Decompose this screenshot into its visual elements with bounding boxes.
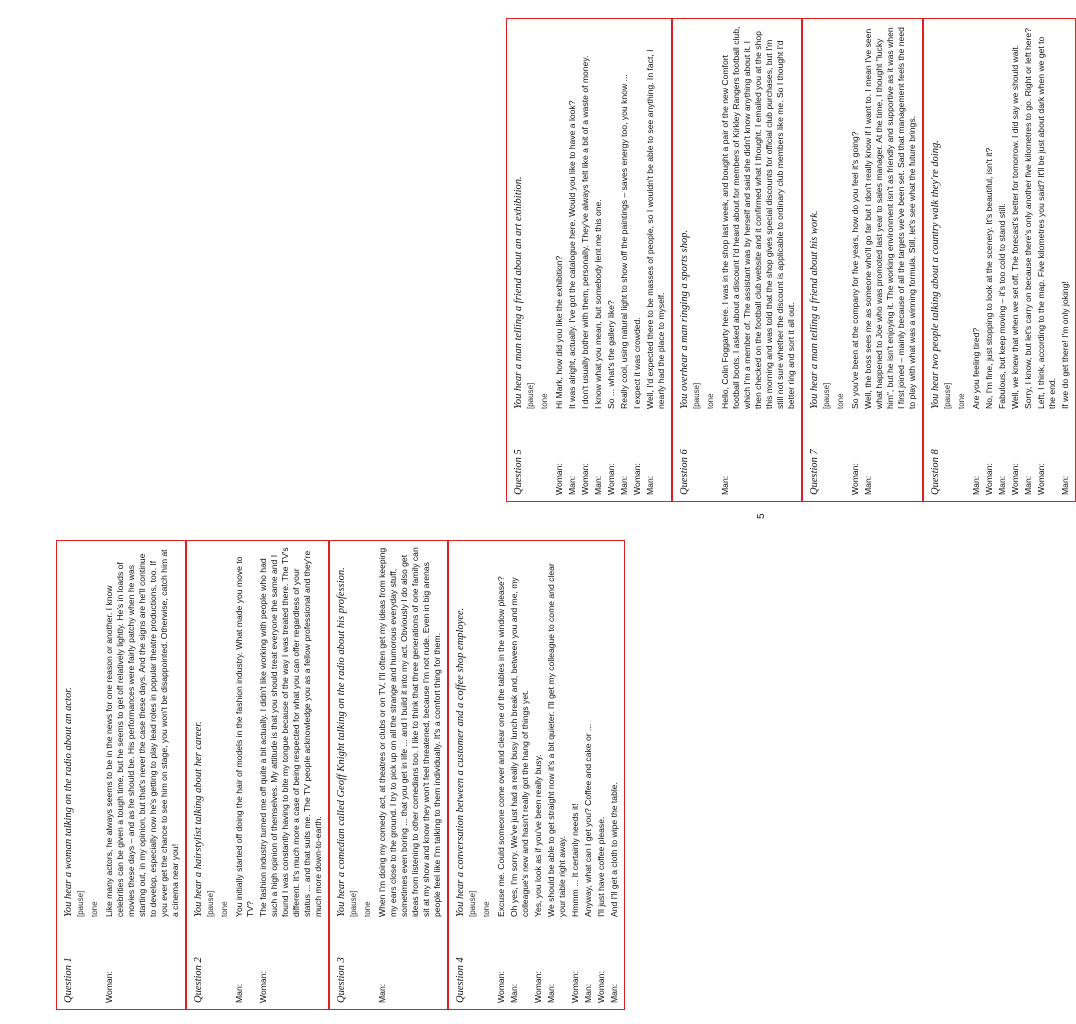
speaker-label: Man: xyxy=(971,475,981,495)
audio-cue: tone xyxy=(957,393,966,409)
speaker-label: Woman: xyxy=(580,463,590,495)
dialogue-text: Really cool, using natural light to show off the paintings – saves energy too, you know ... xyxy=(619,74,629,409)
dialogue-line xyxy=(863,25,918,495)
question-block xyxy=(329,540,448,1010)
question-number: Question 6 xyxy=(679,449,690,495)
question-block xyxy=(448,540,625,1010)
question-header xyxy=(930,25,941,495)
question-description: You hear two people talking about a country walk they're doing. xyxy=(930,140,941,409)
audio-cue: [pause] xyxy=(76,890,85,917)
speaker-label: Man: xyxy=(619,475,629,495)
dialogue-text: When I'm doing my comedy act, at theatres or clubs or on TV, I'll often get my ideas from keeping my ears close to the ground. I try to pick up on all the strange and humorous everyday stuff, sometimes even boring ... that you get in life ... and I build it into my act. Obviously I do also get ideas from listening to other comedians too. I like to think that three generations of one family can sit at my show and know they won't feel threatened, because I'm not rude. Even in big arenas people feel like I'm talking to them individually. It's a comfort thing for them. xyxy=(377,547,442,917)
dialogue-text: I know what you mean, but somebody lent me this one. xyxy=(593,199,603,409)
dialogue-text: You initially started off doing the hair of models in the fashion industry. What made you move to TV? xyxy=(234,556,255,917)
speaker-label: Woman: xyxy=(258,971,268,1003)
question-header xyxy=(455,547,466,1003)
question-number: Question 2 xyxy=(193,957,204,1003)
question-description: You overhear a man ringing a sports shop. xyxy=(679,229,690,409)
speaker-label: Man: xyxy=(863,475,873,495)
dialogue-line xyxy=(104,547,181,1003)
dialogue-text: Oh yes, I'm sorry. We've just had a really busy lunch break and, between you and me, my colleague's new and hasn't really got the hang of things yet. xyxy=(509,577,530,917)
dialogue-text: Are you feeling tired? xyxy=(971,327,981,409)
dialogue-line xyxy=(997,25,1008,495)
speaker-label: Man: xyxy=(1023,475,1033,495)
dialogue-line xyxy=(580,25,591,495)
speaker-label: Woman: xyxy=(1036,463,1046,495)
dialogue-line xyxy=(533,547,544,1003)
question-header xyxy=(809,25,820,495)
question-number: Question 5 xyxy=(513,449,524,495)
speaker-label: Man: xyxy=(234,983,244,1003)
speaker-label: Man: xyxy=(1060,475,1070,495)
left-column xyxy=(56,540,625,1010)
dialogue-line xyxy=(850,25,861,495)
audio-cue: tone xyxy=(220,901,229,917)
dialogue-line xyxy=(593,25,604,495)
dialogue-text: I don't usually bother with them, personally. They've always felt like a bit of a waste of money. xyxy=(580,55,590,409)
right-column xyxy=(506,18,1076,502)
dialogue-text: And I'll get a cloth to wipe the table. xyxy=(609,782,619,917)
dialogue-text: If we do get there! I'm only joking! xyxy=(1060,281,1070,409)
speaker-label: Woman: xyxy=(632,463,642,495)
dialogue-text: Well, we knew that when we set off. The forecast's better for tomorrow. I did say we should wait. xyxy=(1010,44,1020,409)
dialogue-text: So ... what's the gallery like? xyxy=(606,300,616,409)
dialogue-text: Well, I'd expected there to be masses of people, so I wouldn't be able to see anything. In fact, I nearly had the place to myself. xyxy=(645,49,666,409)
speaker-label: Woman: xyxy=(496,971,506,1003)
audio-cue: tone xyxy=(482,901,491,917)
dialogue-text: Well, the boss sees me as someone who'll go far but I don't really know if I want to. I mean I've seen what happened to Joe who was promoted last year to sales manager. At the time, I thought "lucky him", but he isn't enjoying it. The working environment isn't as friendly and supportive as it was when I first joined – mainly because of all the targets we've been set. Sad that management feels the need to play with what was a winning formula. Still, let's see what the future brings. xyxy=(863,27,917,409)
dialogue-line xyxy=(567,25,578,495)
question-header xyxy=(513,25,524,495)
question-header xyxy=(193,547,204,1003)
dialogue-text: I expect it was crowded. xyxy=(632,317,642,409)
speaker-label: Man: xyxy=(720,475,730,495)
dialogue-text: So you've been at the company for five years, how do you feel it's going? xyxy=(850,131,860,409)
question-block xyxy=(672,18,802,502)
dialogue-line xyxy=(606,25,617,495)
speaker-label: Man: xyxy=(593,475,603,495)
audio-cue: [pause] xyxy=(206,890,215,917)
audio-cue: [pause] xyxy=(349,890,358,917)
audio-cue: [pause] xyxy=(692,382,701,409)
dialogue-line xyxy=(496,547,507,1003)
audio-cue: tone xyxy=(540,393,549,409)
dialogue-text: Fabulous, but keep moving – it's too cold to stand still. xyxy=(997,203,1007,409)
dialogue-line xyxy=(632,25,643,495)
speaker-label: Woman: xyxy=(850,463,860,495)
question-number: Question 1 xyxy=(63,957,74,1003)
speaker-label: Man: xyxy=(645,475,655,495)
speaker-label: Woman: xyxy=(104,971,114,1003)
dialogue-line xyxy=(546,547,568,1003)
dialogue-line xyxy=(984,25,995,495)
dialogue-line xyxy=(720,25,797,495)
question-block xyxy=(56,540,186,1010)
dialogue-line xyxy=(234,547,256,1003)
speaker-label: Man: xyxy=(583,983,593,1003)
question-block xyxy=(923,18,1076,502)
page-number: 5 xyxy=(756,513,767,519)
speaker-label: Woman: xyxy=(606,463,616,495)
question-header xyxy=(63,547,74,1003)
question-block xyxy=(802,18,923,502)
speaker-label: Woman: xyxy=(533,971,543,1003)
audio-cue: [pause] xyxy=(943,382,952,409)
dialogue-line xyxy=(1010,25,1021,495)
speaker-label: Man: xyxy=(997,475,1007,495)
dialogue-text: Sorry, I know, but let's carry on because there's only another five kilometres to go. Right or left here? xyxy=(1023,28,1033,409)
question-header xyxy=(679,25,690,495)
audio-cue: tone xyxy=(706,393,715,409)
dialogue-line xyxy=(1023,25,1034,495)
dialogue-text: We should be able to get straight now it's a bit quieter. I'll get my colleague to come and clear your table right away. xyxy=(546,563,567,917)
dialogue-text: No, I'm fine, just stopping to look at the scenery. It's beautiful, isn't it? xyxy=(984,147,994,409)
dialogue-line xyxy=(377,547,443,1003)
question-number: Question 3 xyxy=(336,957,347,1003)
dialogue-text: Anyway, what can I get you? Coffee and cake or ... xyxy=(583,723,593,917)
question-description: You hear a man telling a friend about his work. xyxy=(809,210,820,409)
dialogue-line xyxy=(645,25,667,495)
dialogue-text: The fashion industry turned me off quite a bit actually. I didn't like working with people who had such a high opinion of themselves. My attitude is that you should treat everyone the same and I found I was constantly having to bite my tongue because of the way I was treated there. The TV's different. It's much more a case of being respected for what you can offer regardless of your status ... and that suits me. The TV people acknowledge you as a fellow professional and they're much more down-to-earth. xyxy=(258,547,323,917)
dialogue-line xyxy=(971,25,982,495)
question-description: You hear a woman talking on the radio about an actor. xyxy=(63,687,74,917)
dialogue-line xyxy=(583,547,594,1003)
speaker-label: Man: xyxy=(567,475,577,495)
dialogue-text: Hi Mark, how did you like the exhibition? xyxy=(554,255,564,409)
speaker-label: Woman: xyxy=(596,971,606,1003)
question-number: Question 8 xyxy=(930,449,941,495)
dialogue-text: Hmmm ... It certainly needs it! xyxy=(570,803,580,917)
dialogue-line xyxy=(570,547,581,1003)
dialogue-text: Hello, Colin Foggarty here. I was in the shop last week, and bought a pair of the new Comfort football boots. I asked about a discount I'd heard about for members of Kirkley Rangers football club, which I'm a member of. The assistant was by herself and said she didn't know anything about it. I then checked on the football club website and it confirmed what I thought. I emailed you at the shop this morning and was told that the shop gives special discounts for official club purchases, but I'm still not sure whether the discount is applicable to ordinary club members like me. So I thought I'd better ring and sort it all out. xyxy=(720,26,796,409)
dialogue-line xyxy=(258,547,324,1003)
dialogue-line xyxy=(596,547,607,1003)
speaker-label: Man: xyxy=(609,983,619,1003)
question-header xyxy=(336,547,347,1003)
dialogue-line xyxy=(619,25,630,495)
audio-cue: tone xyxy=(836,393,845,409)
speaker-label: Woman: xyxy=(554,463,564,495)
speaker-label: Woman: xyxy=(1010,463,1020,495)
speaker-label: Man: xyxy=(377,983,387,1003)
question-description: You hear a man telling a friend about an art exhibition. xyxy=(513,176,524,409)
audio-cue: [pause] xyxy=(822,382,831,409)
question-description: You hear a comedian called Geoff Knight talking on the radio about his profession. xyxy=(336,567,347,917)
question-number: Question 7 xyxy=(809,449,820,495)
dialogue-text: Yes, you look as if you've been really busy. xyxy=(533,754,543,917)
dialogue-line xyxy=(609,547,620,1003)
dialogue-text: It was alright, actually. I've got the catalogue here. Would you like to have a look? xyxy=(567,100,577,409)
speaker-label: Woman: xyxy=(984,463,994,495)
audio-cue: [pause] xyxy=(526,382,535,409)
dialogue-text: Excuse me. Could someone come over and clear one of the tables in the window please? xyxy=(496,576,506,917)
question-number: Question 4 xyxy=(455,957,466,1003)
audio-cue: tone xyxy=(90,901,99,917)
dialogue-line xyxy=(1060,25,1071,495)
question-description: You hear a hairstylist talking about her career. xyxy=(193,721,204,917)
question-block xyxy=(186,540,329,1010)
question-block xyxy=(506,18,672,502)
audio-cue: tone xyxy=(363,901,372,917)
question-description: You hear a conversation between a customer and a coffee shop employee. xyxy=(455,607,466,917)
dialogue-text: Like many actors, he always seems to be in the news for one reason or another. I know celebrities can be given a tough time, but he seems to get off relatively lightly. He's in loads of movies these days – and as he should be. His performances were fairly patchy when he was starting out, in my opinion, but that's never the case these days. And the signs are he'll continue to develop, especially now he's getting to play lead roles in popular theatre productions, too. If you ever get the chance to see him on stage, you won't be disappointed. Otherwise, catch him at a cinema near you! xyxy=(104,549,180,917)
audio-cue: [pause] xyxy=(468,890,477,917)
speaker-label: Man: xyxy=(546,983,556,1003)
speaker-label: Man: xyxy=(509,983,519,1003)
dialogue-line xyxy=(509,547,531,1003)
dialogue-text: I'll just have coffee please. xyxy=(596,816,606,917)
dialogue-line xyxy=(554,25,565,495)
dialogue-text: Left, I think, according to the map. Five kilometres you said? It'll be just about dark when we get to the end. xyxy=(1036,36,1057,409)
dialogue-line xyxy=(1036,25,1058,495)
speaker-label: Woman: xyxy=(570,971,580,1003)
